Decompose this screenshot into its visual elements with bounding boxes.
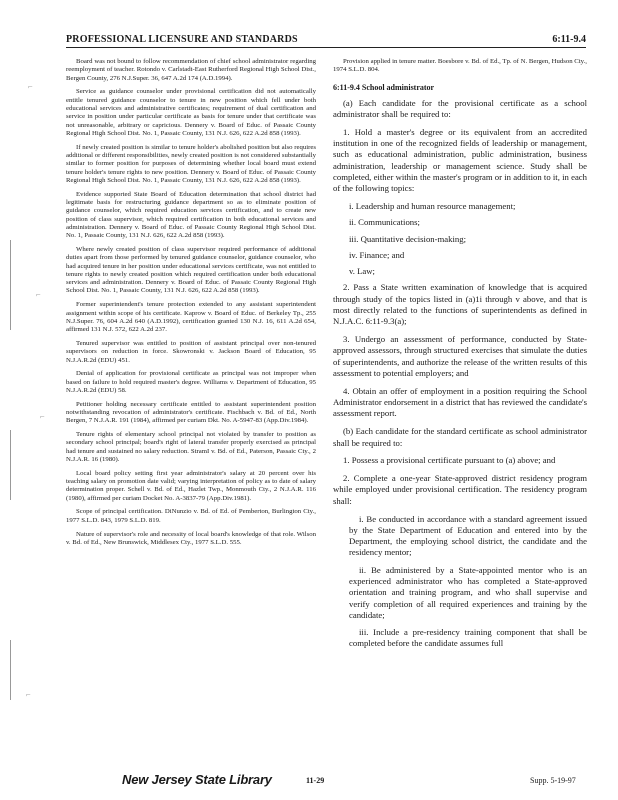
annotation-paragraph: Evidence supported State Board of Education determination that school district had legitimate basis for restructuring guidance department so as to eliminate position of guidance counselor, which required education services certification, and to create new position of class supervisor, which required certification in both educational services and administration. Dennery v. Board of Educ. of Passaic County Regional High School Dist. No. 1, Passaic County, 131 N.J. 626, 622 A.2d 858 (1993). bbox=[66, 190, 316, 240]
supplement-date: Supp. 5-19-97 bbox=[530, 776, 576, 785]
annotation-paragraph: Denial of application for provisional certificate as principal was not improper when based on failure to hold required master's degree. Williams v. Department of Education, 95 N.J.A.R.2d (EDU) 58. bbox=[66, 370, 316, 394]
margin-rule bbox=[10, 240, 11, 330]
annotation-paragraph: Where newly created position of class supervisor required performance of additional duties apart from those performed by tenured guidance counselor, guidance counselor, who had acquired tenure in her position under educational services certificate, was not entitled to tenure rights to newly created position which required certification under both educational services and administration. Dennery v. Board of Educ. of Passaic County Regional High School Dist. No. 1, Passaic County, 131 N.J. 626, 622 A.2d 858 (1993). bbox=[66, 245, 316, 295]
annotation-paragraph: Tenured supervisor was entitled to position of assistant principal over non-tenured supervisors on reduction in force. Skowronski v. Jackson Board of Education, 95 N.J.A.R.2d (EDU) 451. bbox=[66, 339, 316, 364]
residency-item: iii. Include a pre-residency training component that shall be completed before the candidate assumes full bbox=[349, 627, 587, 649]
paragraph-a4: 4. Obtain an offer of employment in a position requiring the School Administrator endorsement in a district that has reviewed the candidate's assessment report. bbox=[333, 385, 587, 419]
residency-item: i. Be conducted in accordance with a standard agreement issued by the State Department of Education and entered into by the Department, the employing school district, the candidate and the residency mentor; bbox=[349, 513, 587, 558]
page-number: 11-29 bbox=[306, 776, 325, 785]
margin-rule bbox=[10, 640, 11, 700]
subsection-b: (b) Each candidate for the standard certificate as school administrator shall be required to: bbox=[333, 426, 587, 448]
left-column-annotations bbox=[66, 58, 316, 553]
paragraph-a3: 3. Undergo an assessment of performance, conducted by State-approved assessors, through structured exercises that simulate the duties of superintendents, and authorize the release of the written results of this assessment to potential employers; and bbox=[333, 334, 587, 379]
annotation-paragraph: Service as guidance counselor under provisional certification did not automatically entitle tenured guidance counselor to tenure in new position which fell under both educational services and administrative certificates; requirement of dual certification and service in position under particular certificate as basis for tenure under that certificate was not unreasonable, arbitrary or capricious. Dennery v. Board of Educ. of Passaic County Regional High School Dist. No. 1, Passaic County, 131 N.J. 626, 622 A.2d 858 (1993). bbox=[66, 88, 316, 137]
topic-item: iii. Quantitative decision-making; bbox=[349, 233, 467, 244]
annotation-paragraph: Local board policy setting first year administrator's salary at 20 percent over his teaching salary on promotion date valid; varying interpretation of policy as to date of salary determination proper. Schell v. Bd. of Ed., Hazlet Twp., Monmouth Cty., 2 N.J.A.R. 116 (1980), affirmed per curiam Docket No. A-3837-79 (App.Div.1981). bbox=[66, 469, 316, 502]
annotation-paragraph: Board was not bound to follow recommendation of chief school administrator regarding reemployment of teacher. Rotondo v. Carlstadt-East Rutherford Regional High School Dist., Bergen County, 276 N.J.Super. 36, 647 A.2d 174 (A.D.1994). bbox=[66, 58, 316, 82]
annotation-paragraph: Scope of principal certification. DiNunzio v. Bd. of Ed. of Pemberton, Burlington Cty., 1977 S.L.D. 843, 1979 S.L.D. 819. bbox=[66, 508, 316, 524]
annotation-paragraph: Former superintendent's tenure protection extended to any assistant superintendent assignment within scope of his certificate. Kaprow v. Board of Educ. of Berkeley Tp., 255 N.J.Super. 76, 604 A.2d 640 (A.D.1992), certification granted 130 N.J. 16, 611 A.2d 654, affirmed 131 N.J. 572, 622 A.2d 237. bbox=[66, 301, 316, 334]
residency-item: ii. Be administered by a State-appointed mentor who is an experienced administrator who has completed a State-approved orientation and training program, and who shall supervise and verify completion of all required experiences and training by the candidate; bbox=[349, 564, 587, 620]
paragraph-a2: 2. Pass a State written examination of knowledge that is acquired through study of the topics listed in (a)1i through v above, and that is most directly related to the functions of superintendents as defined in N.J.A.C. 6:11-9.3(a); bbox=[333, 282, 587, 327]
topic-item: v. Law; bbox=[349, 266, 375, 277]
margin-annotation: ⌐ bbox=[40, 412, 45, 421]
annotation-paragraph: Nature of supervisor's role and necessity of local board's knowledge of that role. Wilson v. Bd. of Ed., New Brunswick, Middlesex Cty., 1977 S.L.D. 555. bbox=[66, 530, 316, 546]
subsection-a: (a) Each candidate for the provisional certificate as a school administrator shall be required to: bbox=[333, 97, 587, 119]
running-header bbox=[66, 34, 586, 48]
annotation-paragraph: Petitioner holding necessary certificate entitled to assistant superintendent position notwithstanding revocation of administrator's certificate. Fischbach v. Bd. of Ed., North Bergen, 7 N.J.A.R. 191 (1984), affirmed per curiam Dkt. No. A-5947-83 (App.Div.1984). bbox=[66, 400, 316, 425]
header-title: PROFESSIONAL LICENSURE AND STANDARDS bbox=[66, 34, 298, 45]
topic-item: ii. Communications; bbox=[349, 217, 420, 228]
topic-item: iv. Finance; and bbox=[349, 249, 405, 260]
header-section-number: 6:11-9.4 bbox=[552, 34, 586, 45]
right-column-rule-text bbox=[333, 58, 587, 656]
section-heading: 6:11-9.4 School administrator bbox=[333, 82, 435, 92]
margin-annotation: ⌐ bbox=[26, 690, 31, 699]
margin-annotation: ⌐ bbox=[36, 290, 41, 299]
annotation-paragraph: If newly created position is similar to tenure holder's abolished position but also requires additional or different responsibilities, newly created position is not considered substantially similar to former position for purposes of determining whether local board must extend tenure holder's tenure rights to new position. Dennery v. Board of Educ. of Passaic County Regional High School Dist. No. 1, Passaic County, 131 N.J. 626, 622 A.2d 858 (1993). bbox=[66, 143, 316, 184]
library-stamp: New Jersey State Library bbox=[122, 772, 272, 787]
margin-rule bbox=[10, 430, 11, 500]
annotation-paragraph: Tenure rights of elementary school principal not violated by transfer to position as secondary school principal; board's right of lateral transfer properly exercised as principal had tenure and sustained no salary reduction. StramI v. Bd. of Ed., Paterson, Passaic Cty., 2 N.J.A.R. 16 (1980). bbox=[66, 431, 316, 463]
paragraph-b2: 2. Complete a one-year State-approved district residency program while employed under provisional certification. The residency program shall: bbox=[333, 473, 587, 506]
annotation-paragraph: Provision applied in tenure matter. Boesbore v. Bd. of Ed., Tp. of N. Bergen, Hudson Cty., 1974 S.L.D. 804. bbox=[333, 58, 587, 74]
margin-annotation: ⌐ bbox=[28, 82, 33, 91]
paragraph-a1: 1. Hold a master's degree or its equivalent from an accredited institution in one of the recognized fields of leadership or management, such as educational administration, public administration, business administration, leadership or management science. Study shall be completed, either within the master's program or in addition to it, in each of the following topics: bbox=[333, 126, 587, 194]
paragraph-b1: 1. Possess a provisional certificate pursuant to (a) above; and bbox=[343, 455, 556, 466]
topic-item: i. Leadership and human resource management; bbox=[349, 200, 516, 211]
